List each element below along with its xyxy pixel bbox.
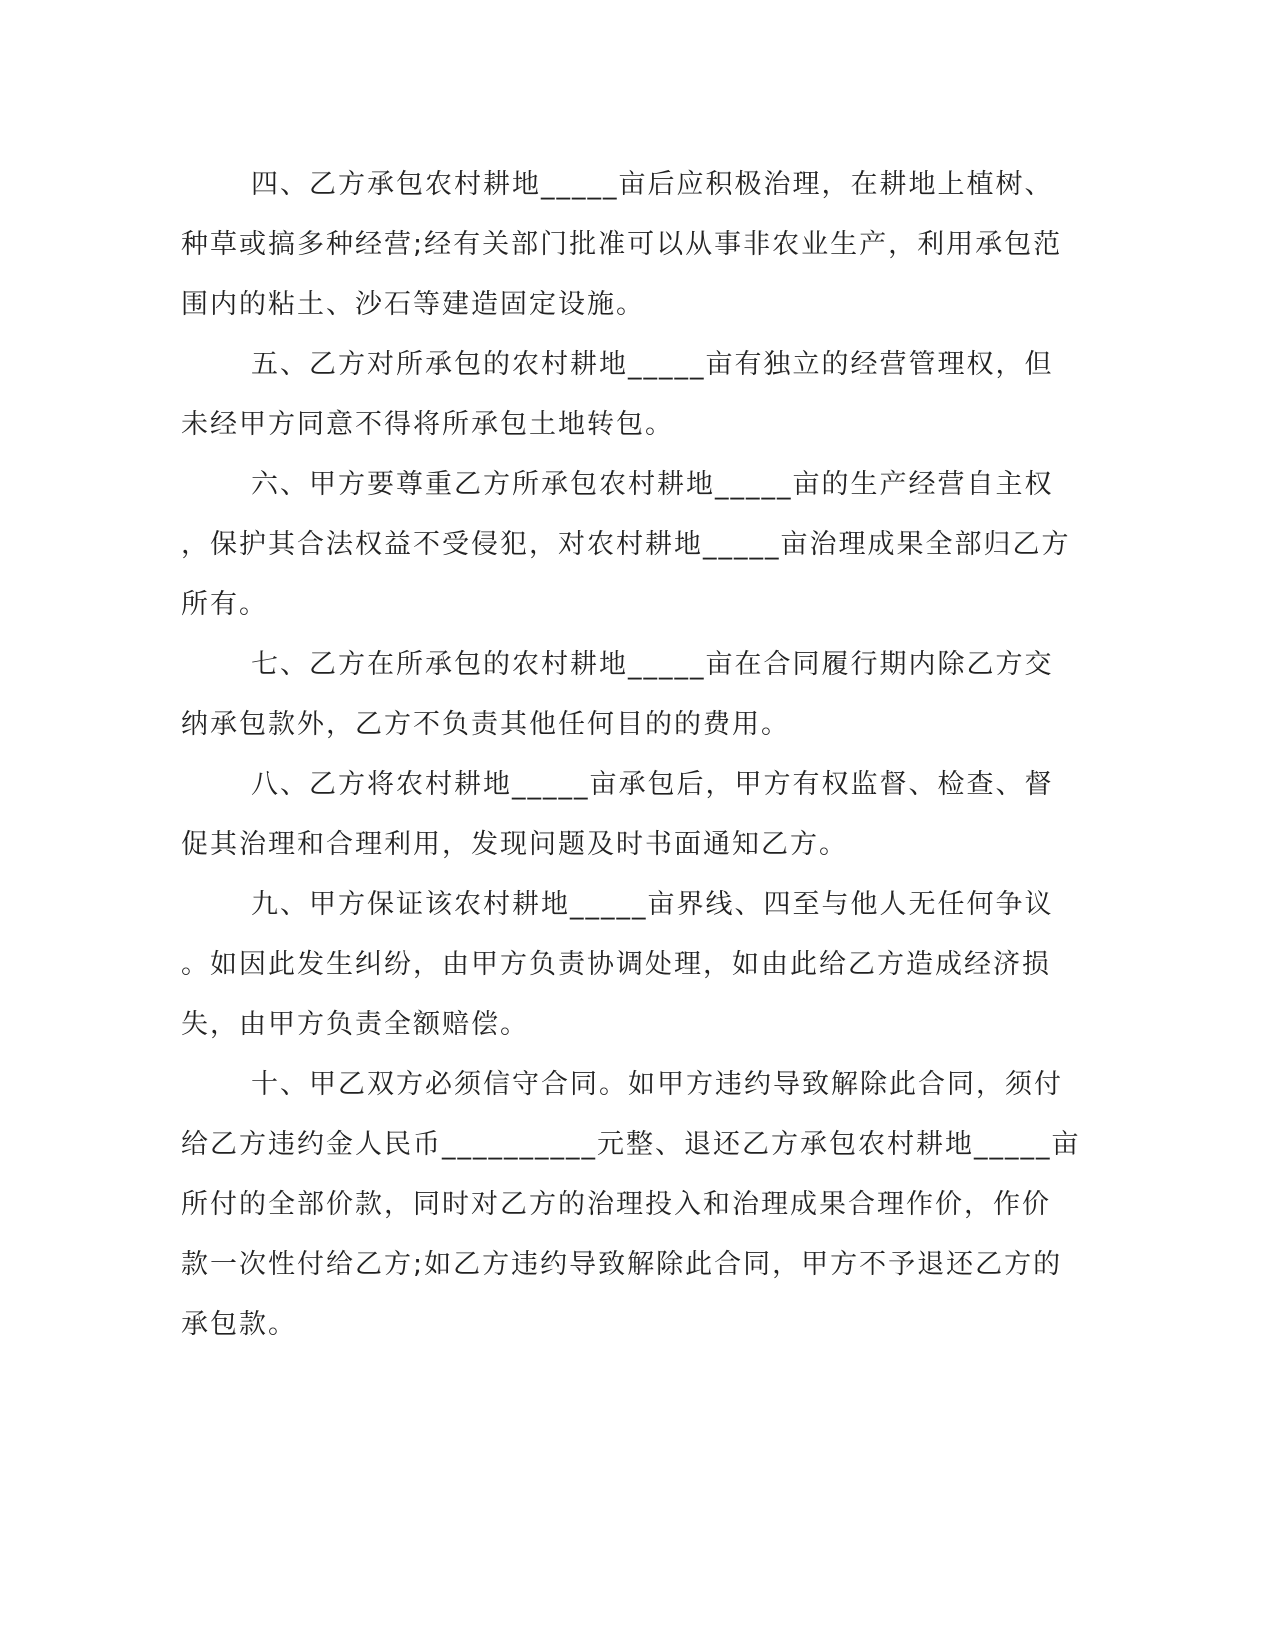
clause-line: 纳承包款外，乙方不负责其他任何目的的费用。 bbox=[181, 709, 790, 740]
clause-line: 种草或搞多种经营;经有关部门批准可以从事非农业生产，利用承包范 bbox=[181, 229, 1063, 260]
document-page bbox=[181, 155, 1081, 1355]
clause-line: 所有。 bbox=[181, 589, 268, 620]
clause-8 bbox=[181, 755, 1054, 875]
clause-line: 失，由甲方负责全额赔偿。 bbox=[181, 1009, 529, 1040]
clause-line: 未经甲方同意不得将所承包土地转包。 bbox=[181, 409, 674, 440]
clause-line: 六、甲方要尊重乙方所承包农村耕地_____亩的生产经营自主权 bbox=[251, 469, 1054, 500]
clause-line: 十、甲乙双方必须信守合同。如甲方违约导致解除此合同，须付 bbox=[251, 1069, 1063, 1100]
clause-10 bbox=[181, 1055, 1081, 1355]
clause-5 bbox=[181, 335, 1054, 455]
clause-line: 承包款。 bbox=[181, 1309, 297, 1340]
clause-line: 四、乙方承包农村耕地_____亩后应积极治理，在耕地上植树、 bbox=[251, 169, 1054, 200]
clause-line: 九、甲方保证该农村耕地_____亩界线、四至与他人无任何争议 bbox=[251, 889, 1054, 920]
clause-line: 给乙方违约金人民币__________元整、退还乙方承包农村耕地_____亩 bbox=[181, 1129, 1081, 1160]
clause-line: ，保护其合法权益不受侵犯，对农村耕地_____亩治理成果全部归乙方 bbox=[181, 529, 1071, 560]
clause-line: 围内的粘土、沙石等建造固定设施。 bbox=[181, 289, 645, 320]
clause-line: 所付的全部价款，同时对乙方的治理投入和治理成果合理作价，作价 bbox=[181, 1189, 1051, 1220]
clause-9 bbox=[181, 875, 1054, 1055]
clause-7 bbox=[181, 635, 1054, 755]
clause-line: 七、乙方在所承包的农村耕地_____亩在合同履行期内除乙方交 bbox=[251, 649, 1054, 680]
clause-line: 促其治理和合理利用，发现问题及时书面通知乙方。 bbox=[181, 829, 848, 860]
clause-line: 款一次性付给乙方;如乙方违约导致解除此合同，甲方不予退还乙方的 bbox=[181, 1249, 1063, 1280]
clause-4 bbox=[181, 155, 1063, 335]
clause-line: 八、乙方将农村耕地_____亩承包后，甲方有权监督、检查、督 bbox=[251, 769, 1054, 800]
clause-line: 。如因此发生纠纷，由甲方负责协调处理，如由此给乙方造成经济损 bbox=[181, 949, 1051, 980]
clause-line: 五、乙方对所承包的农村耕地_____亩有独立的经营管理权，但 bbox=[251, 349, 1054, 380]
clause-6 bbox=[181, 455, 1071, 635]
